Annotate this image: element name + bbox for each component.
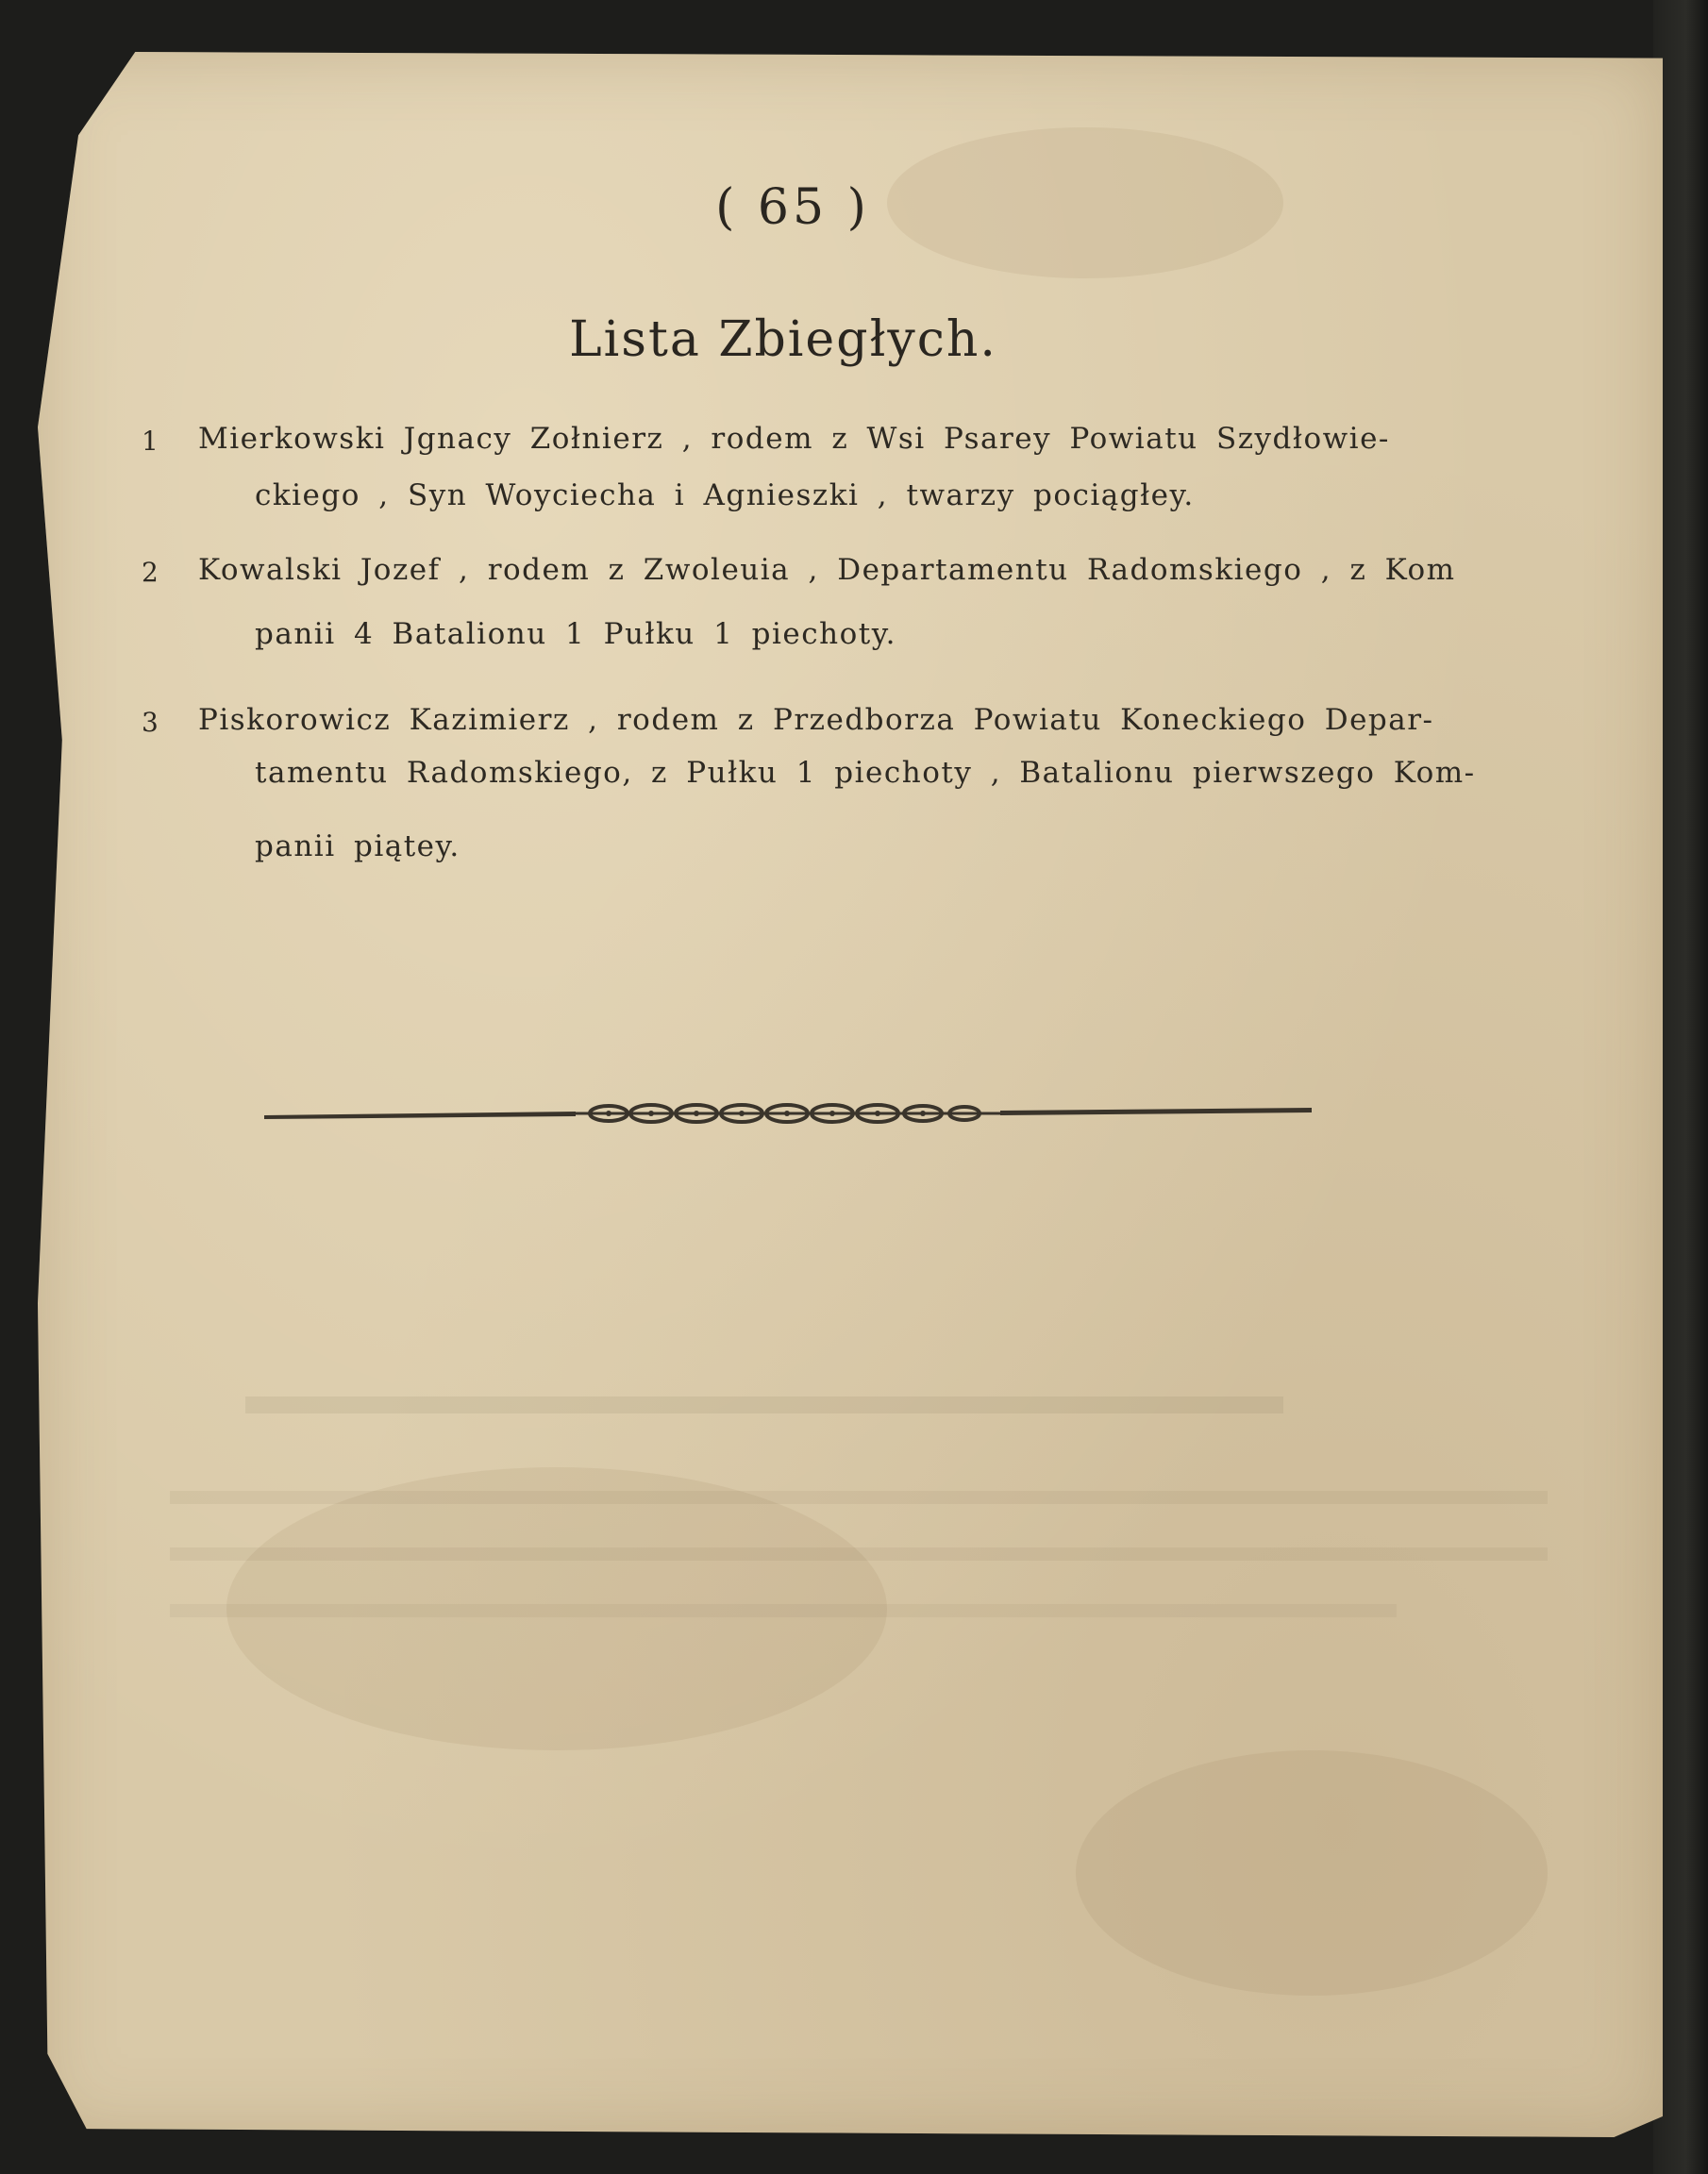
entry-number: 1 xyxy=(142,426,159,457)
show-through-texture xyxy=(245,1396,1283,1413)
entry-line: panii 4 Batalionu 1 Pułku 1 piechoty. xyxy=(255,617,896,651)
entry-line: panii piątey. xyxy=(255,829,460,863)
entry-number: 3 xyxy=(142,707,159,738)
show-through-texture xyxy=(170,1491,1548,1504)
paper-stain xyxy=(1076,1750,1548,1996)
show-through-texture xyxy=(170,1547,1548,1561)
entry-line: Piskorowicz Kazimierz , rodem z Przedborza Powiatu Koneckiego Depar- xyxy=(198,703,1434,737)
entry-line: Mierkowski Jgnacy Zołnierz , rodem z Wsi Psarey Powiatu Szydłowie- xyxy=(198,422,1390,456)
entry-line: ckiego , Syn Woyciecha i Agnieszki , twarzy pociągłey. xyxy=(255,478,1195,512)
page-title: Lista Zbiegłych. xyxy=(569,311,997,368)
paper-stain xyxy=(887,127,1283,278)
page-number: ( 65 ) xyxy=(715,179,870,236)
decorative-rule xyxy=(264,1102,1312,1125)
entry-line: tamentu Radomskiego, z Pułku 1 piechoty , Batalionu pierwszego Kom- xyxy=(255,756,1476,790)
show-through-texture xyxy=(170,1604,1397,1617)
entry-line: Kowalski Jozef , rodem z Zwoleuia , Departamentu Radomskiego , z Kom xyxy=(198,553,1456,587)
entry-number: 2 xyxy=(142,557,159,588)
